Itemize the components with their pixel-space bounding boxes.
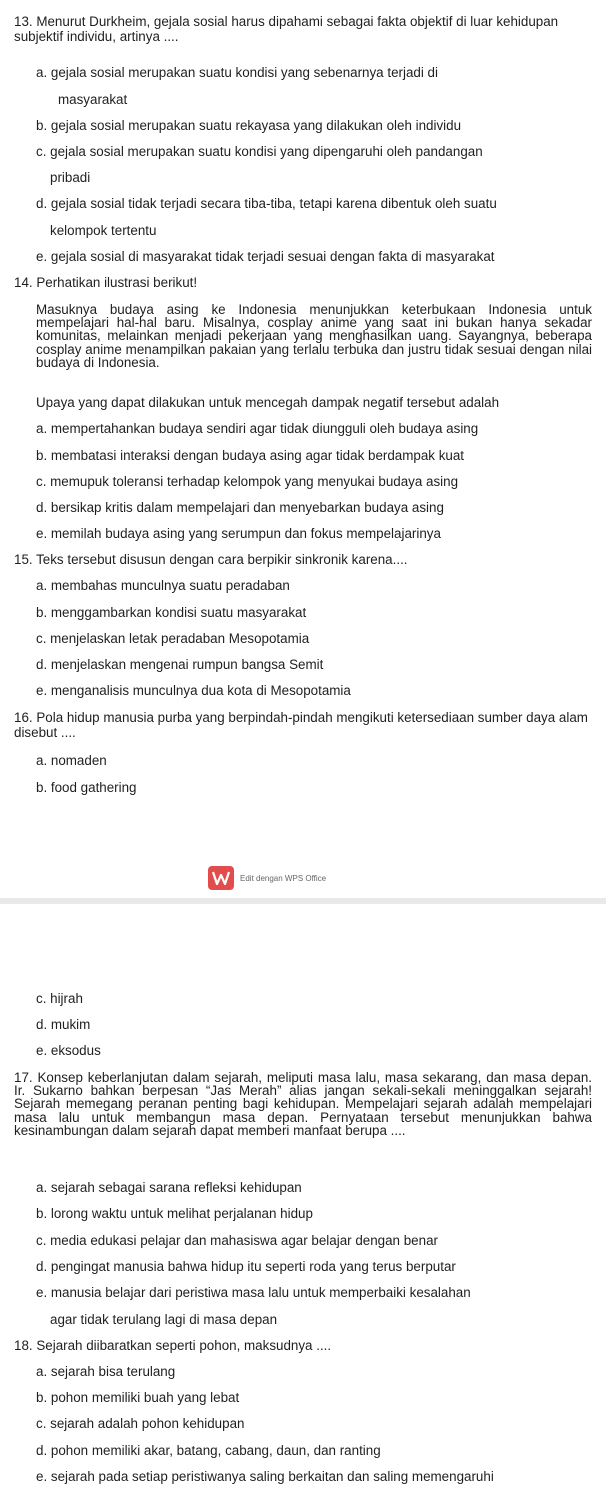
question-17-stem: 17. Konsep keberlanjutan dalam sejarah, meliputi masa lalu, masa sekarang, dan masa depan. Ir. Sukarno bahkan berpesan “Jas Merah” alias jangan sekali-sekali meninggalkan sejarah! Sejarah memegang peranan penting bagi kehidupan. Mempelajari sejarah adalah mempelajari masa lalu untuk membangun masa depan. Pernyataan tersebut menunjukkan bahwa kesinambungan dalam sejarah dapat memberi manfaat berupa .... (14, 1070, 592, 1138)
question-17-option-b: b. lorong waktu untuk melihat perjalanan hidup (36, 1206, 313, 1221)
question-17-option-d: d. pengingat manusia bahwa hidup itu seperti roda yang terus berputar (36, 1259, 456, 1274)
question-13-option-b: b. gejala sosial merupakan suatu rekayasa yang dilakukan oleh individu (36, 118, 462, 133)
question-14-option-b: b. membatasi interaksi dengan budaya asing agar tidak berdampak kuat (36, 448, 465, 463)
question-16-option-d: d. mukim (36, 1017, 91, 1032)
page-2 (0, 904, 606, 1490)
question-15-option-c: c. menjelaskan letak peradaban Mesopotamia (36, 631, 310, 646)
question-13-option-e: e. gejala sosial di masyarakat tidak terjadi sesuai dengan fakta di masyarakat (36, 249, 495, 264)
question-13-option-c-cont: pribadi (50, 170, 91, 185)
question-13-option-c: c. gejala sosial merupakan suatu kondisi yang dipengaruhi oleh pandangan (36, 144, 483, 159)
question-15-option-b: b. menggambarkan kondisi suatu masyarakat (36, 605, 307, 620)
question-14-option-a: a. mempertahankan budaya sendiri agar tidak diungguli oleh budaya asing (36, 421, 479, 436)
question-14-stem: 14. Perhatikan ilustrasi berikut! (14, 275, 198, 290)
question-13-option-a-cont: masyarakat (58, 92, 128, 107)
question-17-option-e-cont: agar tidak terulang lagi di masa depan (50, 1312, 278, 1327)
question-14-option-c: c. memupuk toleransi terhadap kelompok yang menyukai budaya asing (36, 474, 459, 489)
question-15-stem: 15. Teks tersebut disusun dengan cara berpikir sinkronik karena.... (14, 552, 408, 567)
question-13-option-d-cont: kelompok tertentu (50, 223, 157, 238)
question-15-option-a: a. membahas munculnya suatu peradaban (36, 578, 290, 593)
question-16-stem: 16. Pola hidup manusia purba yang berpindah-pindah mengikuti ketersediaan sumber daya alam disebut .... (14, 710, 588, 740)
question-18-option-a: a. sejarah bisa terulang (36, 1364, 176, 1379)
question-14-prompt: Upaya yang dapat dilakukan untuk mencegah dampak negatif tersebut adalah (36, 395, 500, 410)
question-18-option-c: c. sejarah adalah pohon kehidupan (36, 1416, 245, 1431)
question-14-option-d: d. bersikap kritis dalam mempelajari dan menyebarkan budaya asing (36, 500, 444, 515)
question-13-option-a: a. gejala sosial merupakan suatu kondisi yang sebenarnya terjadi di (36, 65, 438, 80)
question-16-option-c: c. hijrah (36, 991, 83, 1006)
question-17-option-e: e. manusia belajar dari peristiwa masa lalu untuk memperbaiki kesalahan (36, 1285, 471, 1300)
question-13-stem: 13. Menurut Durkheim, gejala sosial harus dipahami sebagai fakta objektif di luar kehidupan subjektif individu, artinya .... (14, 14, 559, 44)
question-18-option-b: b. pohon memiliki buah yang lebat (36, 1390, 240, 1405)
question-13-option-d: d. gejala sosial tidak terjadi secara tiba-tiba, tetapi karena dibentuk oleh suatu (36, 196, 497, 211)
wps-edit-label: Edit dengan WPS Office (240, 873, 327, 883)
question-16-option-b: b. food gathering (36, 780, 137, 795)
question-18-option-d: d. pohon memiliki akar, batang, cabang, daun, dan ranting (36, 1443, 381, 1458)
question-16-option-e: e. eksodus (36, 1043, 101, 1058)
question-15-option-e: e. menganalisis munculnya dua kota di Mesopotamia (36, 683, 351, 698)
question-18-option-e: e. sejarah pada setiap peristiwanya saling berkaitan dan saling memengaruhi (36, 1469, 494, 1484)
question-17-option-c: c. media edukasi pelajar dan mahasiswa agar belajar dengan benar (36, 1233, 438, 1248)
wps-office-watermark[interactable] (208, 866, 326, 890)
wps-logo-icon (208, 866, 234, 890)
question-16-option-a: a. nomaden (36, 753, 107, 768)
question-18-stem: 18. Sejarah diibaratkan seperti pohon, maksudnya .... (14, 1338, 332, 1353)
question-15-option-d: d. menjelaskan mengenai rumpun bangsa Semit (36, 657, 324, 672)
question-14-passage: Masuknya budaya asing ke Indonesia menunjukkan keterbukaan Indonesia untuk mempelajari hal-hal baru. Misalnya, cosplay anime yang saat ini bukan hanya sekadar komunitas, melainkan menjadi pekerjaan yang menghasilkan uang. Sayangnya, beberapa cosplay anime menampilkan pakaian yang terlalu terbuka dan justru tidak sesuai dengan nilai budaya di Indonesia. (36, 302, 592, 370)
question-17-option-a: a. sejarah sebagai sarana refleksi kehidupan (36, 1180, 302, 1195)
question-14-option-e: e. memilah budaya asing yang serumpun dan fokus mempelajarinya (36, 526, 441, 541)
